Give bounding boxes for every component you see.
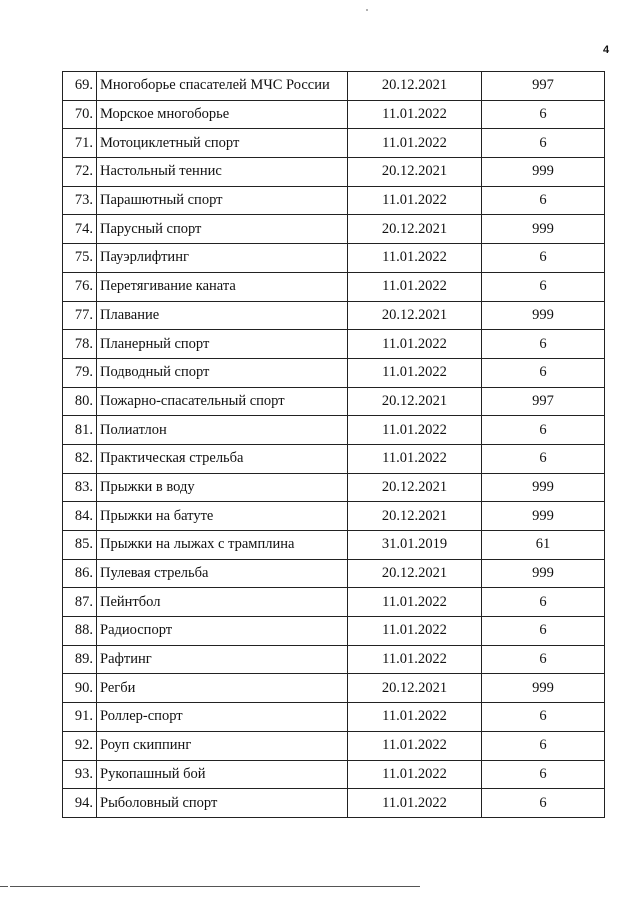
row-number-cell: 73.	[63, 186, 97, 215]
row-number-cell: 91.	[63, 703, 97, 732]
code-cell: 999	[482, 559, 605, 588]
table-row	[63, 272, 605, 301]
sport-name-cell: Перетягивание каната	[97, 272, 348, 301]
code-cell: 6	[482, 588, 605, 617]
sport-name-cell: Полиатлон	[97, 416, 348, 445]
table-row	[63, 416, 605, 445]
row-number-cell: 79.	[63, 358, 97, 387]
sport-name-cell: Рыболовный спорт	[97, 789, 348, 818]
table-row	[63, 158, 605, 187]
sport-name-cell: Подводный спорт	[97, 358, 348, 387]
table-row	[63, 731, 605, 760]
code-cell: 6	[482, 703, 605, 732]
row-number-cell: 81.	[63, 416, 97, 445]
sport-name-cell: Рукопашный бой	[97, 760, 348, 789]
table-row	[63, 186, 605, 215]
table-row	[63, 72, 605, 101]
code-cell: 999	[482, 502, 605, 531]
sport-name-cell: Парусный спорт	[97, 215, 348, 244]
scan-edge-mark	[0, 886, 8, 887]
code-cell: 61	[482, 531, 605, 560]
sports-table	[62, 71, 605, 818]
sport-name-cell: Пожарно-спасательный спорт	[97, 387, 348, 416]
row-number-cell: 89.	[63, 645, 97, 674]
sport-name-cell: Настольный теннис	[97, 158, 348, 187]
row-number-cell: 82.	[63, 444, 97, 473]
code-cell: 999	[482, 473, 605, 502]
row-number-cell: 88.	[63, 617, 97, 646]
date-cell: 11.01.2022	[348, 129, 482, 158]
table-row	[63, 444, 605, 473]
table-row	[63, 703, 605, 732]
date-cell: 20.12.2021	[348, 502, 482, 531]
date-cell: 11.01.2022	[348, 703, 482, 732]
code-cell: 6	[482, 731, 605, 760]
row-number-cell: 86.	[63, 559, 97, 588]
sport-name-cell: Пейнтбол	[97, 588, 348, 617]
date-cell: 11.01.2022	[348, 100, 482, 129]
table-row	[63, 789, 605, 818]
row-number-cell: 74.	[63, 215, 97, 244]
sport-name-cell: Практическая стрельба	[97, 444, 348, 473]
code-cell: 6	[482, 760, 605, 789]
code-cell: 999	[482, 674, 605, 703]
date-cell: 11.01.2022	[348, 731, 482, 760]
code-cell: 999	[482, 215, 605, 244]
code-cell: 6	[482, 100, 605, 129]
date-cell: 11.01.2022	[348, 330, 482, 359]
code-cell: 6	[482, 617, 605, 646]
sport-name-cell: Радиоспорт	[97, 617, 348, 646]
date-cell: 20.12.2021	[348, 301, 482, 330]
code-cell: 997	[482, 72, 605, 101]
row-number-cell: 84.	[63, 502, 97, 531]
sport-name-cell: Роллер-спорт	[97, 703, 348, 732]
row-number-cell: 94.	[63, 789, 97, 818]
row-number-cell: 90.	[63, 674, 97, 703]
code-cell: 6	[482, 129, 605, 158]
row-number-cell: 92.	[63, 731, 97, 760]
row-number-cell: 93.	[63, 760, 97, 789]
table-row	[63, 387, 605, 416]
row-number-cell: 83.	[63, 473, 97, 502]
code-cell: 6	[482, 358, 605, 387]
date-cell: 11.01.2022	[348, 416, 482, 445]
date-cell: 20.12.2021	[348, 215, 482, 244]
code-cell: 999	[482, 301, 605, 330]
table-row	[63, 617, 605, 646]
sport-name-cell: Пауэрлифтинг	[97, 244, 348, 273]
scan-speck	[366, 9, 368, 11]
sport-name-cell: Рафтинг	[97, 645, 348, 674]
date-cell: 11.01.2022	[348, 789, 482, 818]
date-cell: 20.12.2021	[348, 559, 482, 588]
code-cell: 6	[482, 416, 605, 445]
date-cell: 11.01.2022	[348, 186, 482, 215]
date-cell: 11.01.2022	[348, 617, 482, 646]
table-row	[63, 129, 605, 158]
table-row	[63, 301, 605, 330]
row-number-cell: 85.	[63, 531, 97, 560]
date-cell: 20.12.2021	[348, 72, 482, 101]
table-row	[63, 100, 605, 129]
table-row	[63, 674, 605, 703]
bottom-rule	[10, 886, 420, 887]
table-row	[63, 330, 605, 359]
sport-name-cell: Парашютный спорт	[97, 186, 348, 215]
table-row	[63, 473, 605, 502]
date-cell: 11.01.2022	[348, 760, 482, 789]
sport-name-cell: Роуп скиппинг	[97, 731, 348, 760]
sport-name-cell: Пулевая стрельба	[97, 559, 348, 588]
sport-name-cell: Прыжки на батуте	[97, 502, 348, 531]
table-row	[63, 559, 605, 588]
code-cell: 6	[482, 186, 605, 215]
code-cell: 6	[482, 444, 605, 473]
table-row	[63, 502, 605, 531]
date-cell: 20.12.2021	[348, 387, 482, 416]
page-number: 4	[603, 44, 610, 56]
table-row	[63, 588, 605, 617]
code-cell: 997	[482, 387, 605, 416]
row-number-cell: 75.	[63, 244, 97, 273]
date-cell: 31.01.2019	[348, 531, 482, 560]
sport-name-cell: Морское многоборье	[97, 100, 348, 129]
date-cell: 20.12.2021	[348, 158, 482, 187]
date-cell: 11.01.2022	[348, 444, 482, 473]
code-cell: 6	[482, 272, 605, 301]
sport-name-cell: Прыжки в воду	[97, 473, 348, 502]
sport-name-cell: Прыжки на лыжах с трамплина	[97, 531, 348, 560]
date-cell: 11.01.2022	[348, 244, 482, 273]
row-number-cell: 69.	[63, 72, 97, 101]
date-cell: 11.01.2022	[348, 358, 482, 387]
table-row	[63, 358, 605, 387]
row-number-cell: 87.	[63, 588, 97, 617]
sport-name-cell: Многоборье спасателей МЧС России	[97, 72, 348, 101]
row-number-cell: 77.	[63, 301, 97, 330]
date-cell: 11.01.2022	[348, 645, 482, 674]
row-number-cell: 71.	[63, 129, 97, 158]
table-row	[63, 760, 605, 789]
sports-table-body	[63, 72, 605, 818]
sport-name-cell: Мотоциклетный спорт	[97, 129, 348, 158]
code-cell: 6	[482, 645, 605, 674]
sport-name-cell: Плавание	[97, 301, 348, 330]
row-number-cell: 72.	[63, 158, 97, 187]
table-row	[63, 531, 605, 560]
row-number-cell: 80.	[63, 387, 97, 416]
row-number-cell: 76.	[63, 272, 97, 301]
row-number-cell: 78.	[63, 330, 97, 359]
sport-name-cell: Регби	[97, 674, 348, 703]
code-cell: 6	[482, 330, 605, 359]
code-cell: 6	[482, 789, 605, 818]
code-cell: 6	[482, 244, 605, 273]
date-cell: 20.12.2021	[348, 473, 482, 502]
sport-name-cell: Планерный спорт	[97, 330, 348, 359]
table-row	[63, 215, 605, 244]
date-cell: 11.01.2022	[348, 588, 482, 617]
table-row	[63, 244, 605, 273]
table-row	[63, 645, 605, 674]
date-cell: 20.12.2021	[348, 674, 482, 703]
code-cell: 999	[482, 158, 605, 187]
date-cell: 11.01.2022	[348, 272, 482, 301]
row-number-cell: 70.	[63, 100, 97, 129]
